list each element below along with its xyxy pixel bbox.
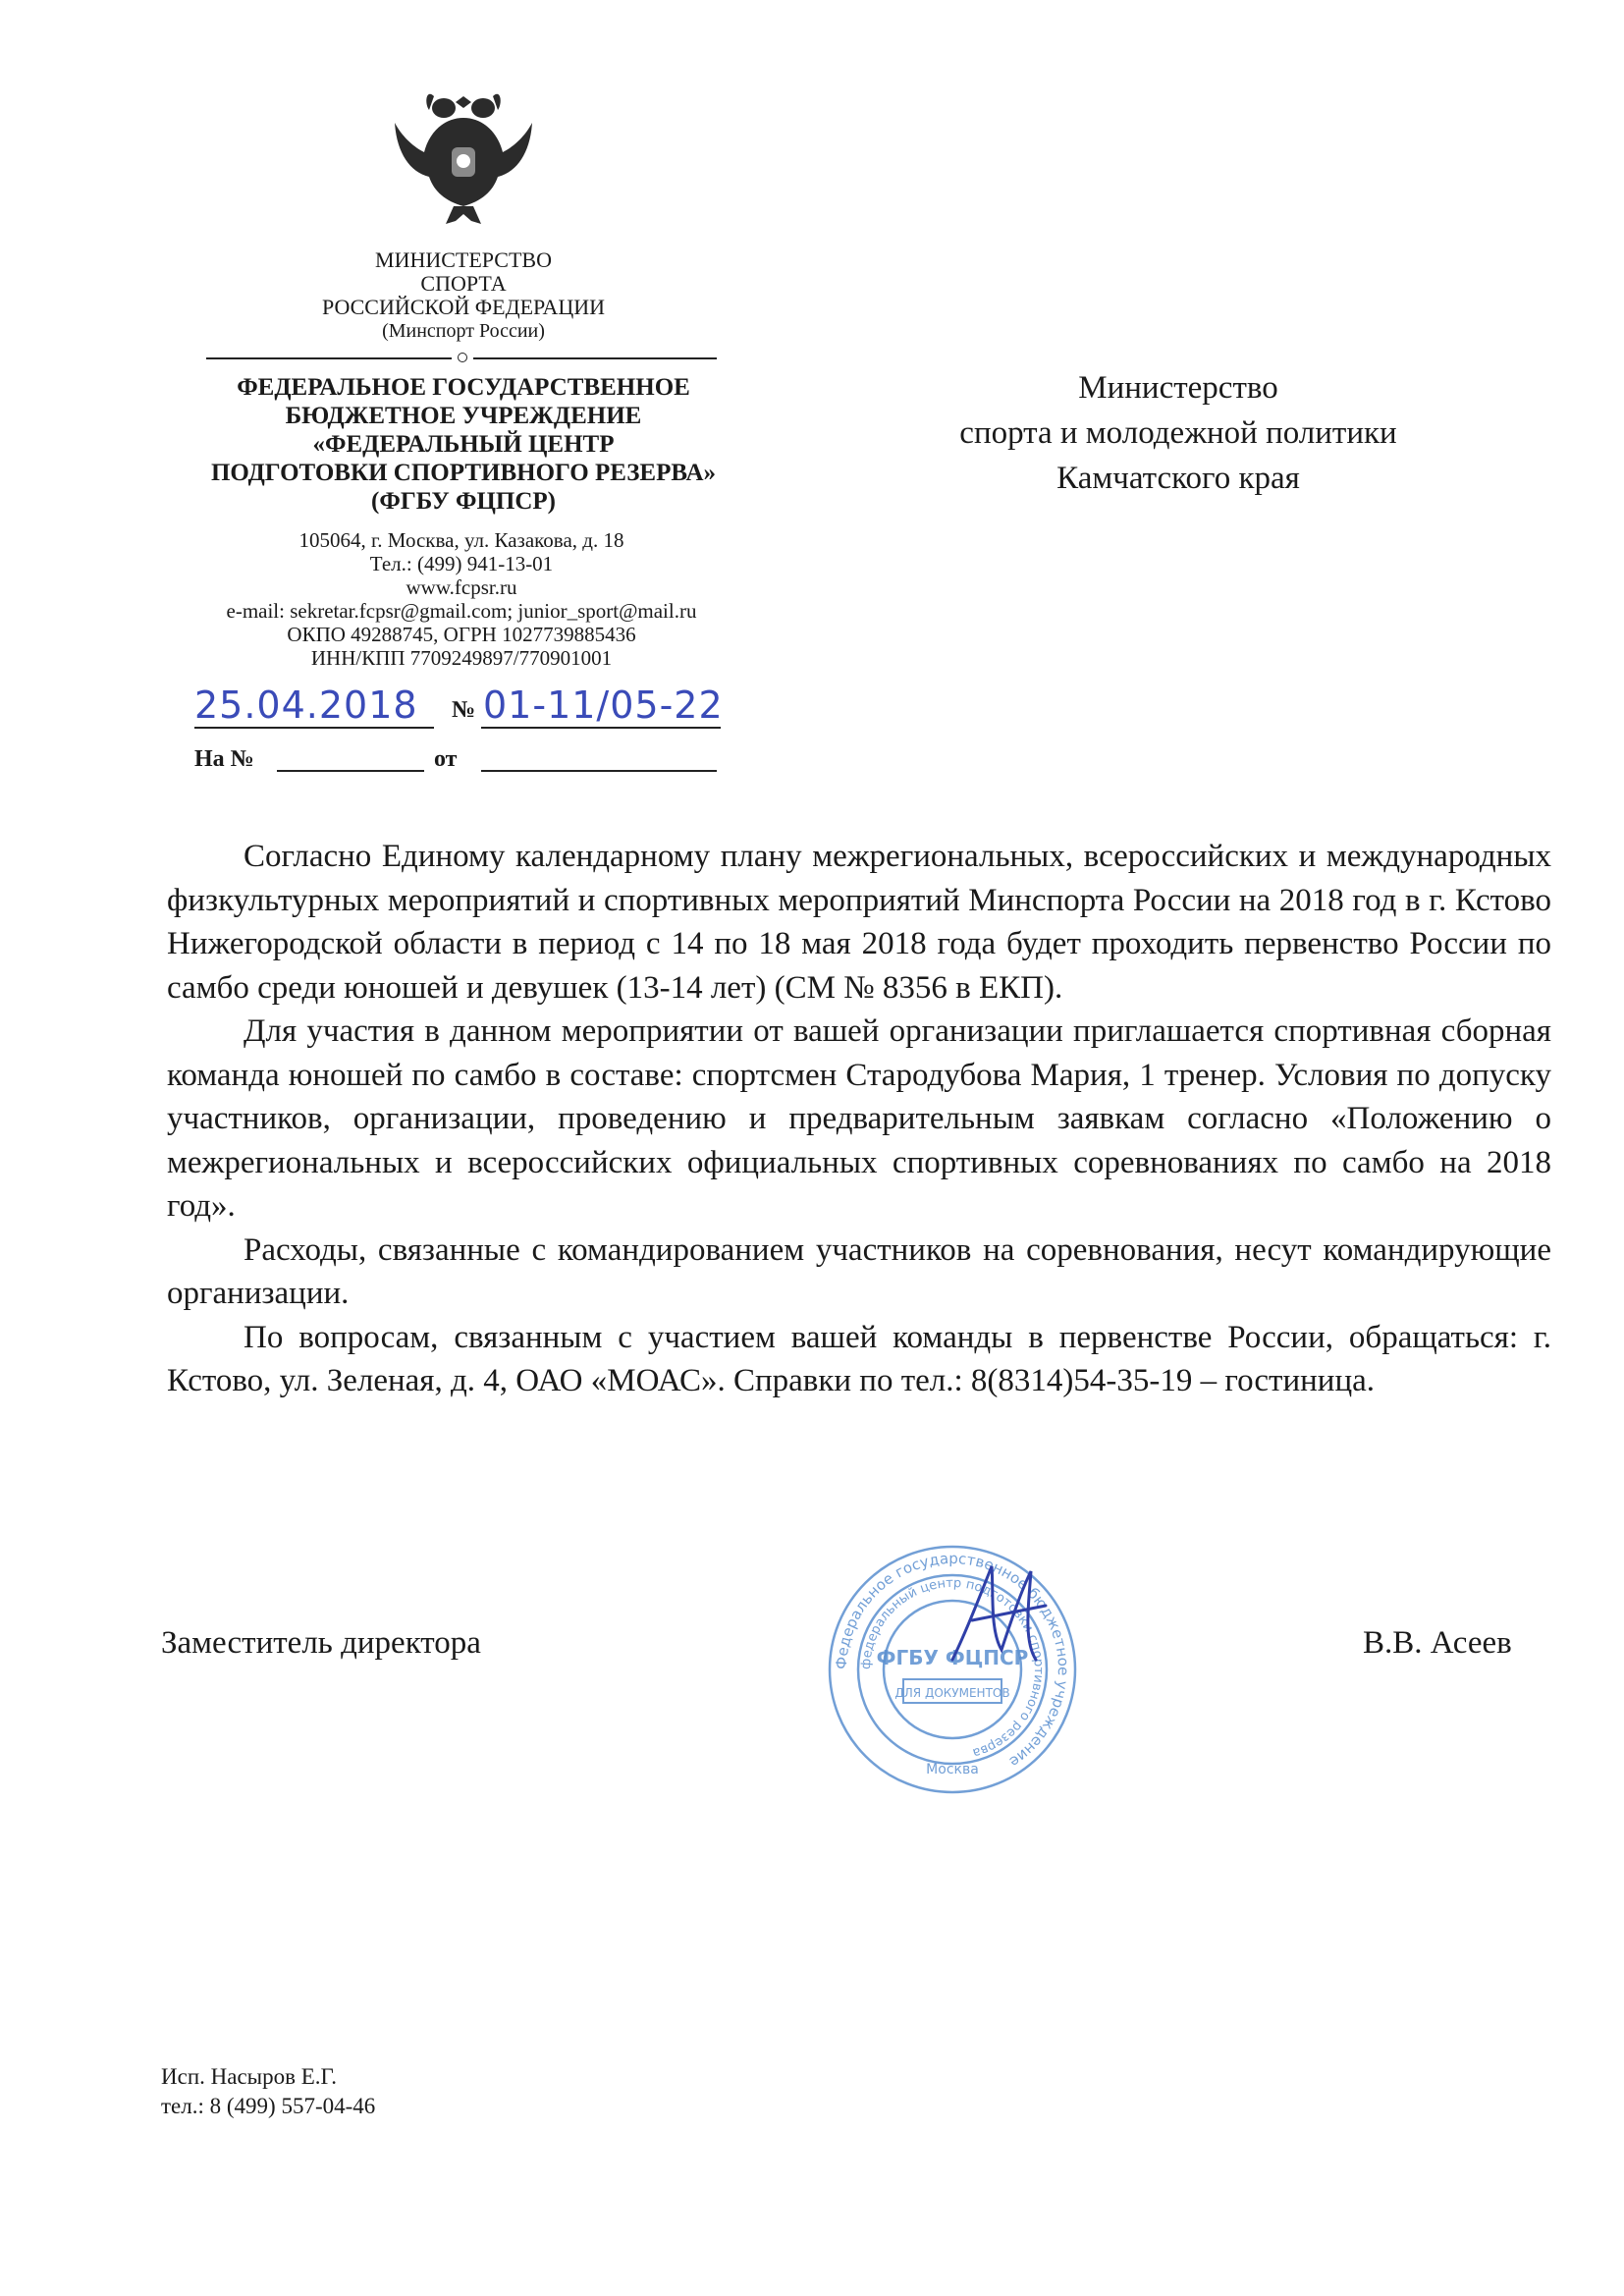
signatory-name: В.В. Асеев bbox=[1363, 1625, 1512, 1661]
number-underline bbox=[481, 727, 721, 729]
reply-number-underline bbox=[277, 770, 424, 772]
stamp-center-subtitle: ДЛЯ ДОКУМЕНТОВ bbox=[894, 1686, 1010, 1700]
org-line: (ФГБУ ФЦПСР) bbox=[371, 488, 556, 515]
letterhead-divider-right bbox=[473, 357, 717, 359]
org-line: ФЕДЕРАЛЬНОЕ ГОСУДАРСТВЕННОЕ bbox=[237, 374, 690, 401]
executor-name: Исп. Насыров Е.Г. bbox=[161, 2064, 337, 2089]
date-underline bbox=[194, 727, 434, 729]
stamp-city: Москва bbox=[926, 1762, 979, 1777]
body-paragraph: Согласно Единому календарному плану межрегиональных, всероссийских и международных физкультурных мероприятий и спортивных мероприятий Минспорта России на 2018 год в г. Кстово Нижегородской области в период с 14 по 18 мая 2018 года будет проходить первенство России по самбо среди юношей и девушек (13-14 лет) (СМ № 8356 в ЕКП). bbox=[167, 839, 1551, 1006]
number-label: № bbox=[452, 697, 476, 723]
ministry-line: (Минспорт России) bbox=[382, 320, 545, 342]
stamp-outer-text: Федеральное государственное бюджетное учреждение bbox=[832, 1549, 1073, 1772]
reply-from-label: от bbox=[434, 746, 458, 772]
stamp-center-title: ФГБУ ФЦПСР bbox=[876, 1646, 1029, 1669]
outgoing-number: 01-11/05-22 bbox=[483, 683, 724, 727]
body-paragraph: Расходы, связанные с командированием участников на соревнования, несут командирующие организации. bbox=[167, 1231, 1551, 1311]
recipient-block bbox=[864, 365, 1492, 501]
address-block bbox=[177, 528, 746, 670]
ministry-line: РОССИЙСКОЙ ФЕДЕРАЦИИ bbox=[321, 295, 606, 319]
org-line: «ФЕДЕРАЛЬНЫЙ ЦЕНТР bbox=[312, 431, 615, 458]
body-paragraph: Для участия в данном мероприятии от вашей организации приглашается спортивная сборная команда юношей по самбо в составе: спортсмен Стародубова Мария, 1 тренер. Условия по допуску участников, организации, проведению и предварительным заявкам согласно «Положению о межрегиональных и всероссийских официальных спортивных соревнованиях по самбо на 2018 год». bbox=[167, 1013, 1551, 1224]
email-line: e-mail: sekretar.fcpsr@gmail.com; junior_sport@mail.ru bbox=[226, 599, 697, 623]
ministry-line: МИНИСТЕРСТВО bbox=[375, 247, 552, 272]
address-line: 105064, г. Москва, ул. Казакова, д. 18 bbox=[298, 528, 624, 552]
recipient-line: спорта и молодежной политики bbox=[959, 415, 1397, 451]
okpo-line: ОКПО 49288745, ОГРН 1027739885436 bbox=[287, 623, 636, 646]
reply-number-label: На № bbox=[194, 746, 254, 772]
executor-block bbox=[161, 2062, 375, 2121]
phone-line: Тел.: (499) 941-13-01 bbox=[369, 552, 554, 575]
signatory-title: Заместитель директора bbox=[161, 1625, 481, 1661]
org-line: БЮДЖЕТНОЕ УЧРЕЖДЕНИЕ bbox=[285, 403, 642, 429]
stamp-inner-text: федеральный центр подготовки спортивного резерва bbox=[858, 1575, 1047, 1761]
inn-line: ИНН/КПП 7709249897/770901001 bbox=[310, 646, 613, 670]
outgoing-date: 25.04.2018 bbox=[194, 683, 418, 727]
org-line: ПОДГОТОВКИ СПОРТИВНОГО РЕЗЕРВА» bbox=[210, 460, 717, 486]
divider-circle-icon bbox=[458, 353, 467, 362]
letter-body bbox=[167, 835, 1551, 1403]
recipient-line: Камчатского края bbox=[1056, 461, 1300, 496]
handwritten-signature bbox=[933, 1552, 1060, 1689]
executor-phone: тел.: 8 (499) 557-04-46 bbox=[161, 2094, 376, 2118]
reply-from-underline bbox=[481, 770, 717, 772]
body-paragraph: По вопросам, связанным с участием вашей команды в первенстве России, обращаться: г. Кстово, ул. Зеленая, д. 4, ОАО «МОАС». Справки по тел.: 8(8314)54-35-19 – гостиница. bbox=[167, 1319, 1551, 1398]
coat-of-arms-icon bbox=[385, 79, 542, 226]
ministry-block bbox=[198, 248, 729, 343]
recipient-line: Министерство bbox=[1078, 370, 1278, 406]
website-line: www.fcpsr.ru bbox=[406, 575, 517, 599]
letterhead-divider-left bbox=[206, 357, 452, 359]
organization-name bbox=[198, 373, 729, 516]
ministry-line: СПОРТА bbox=[420, 271, 507, 296]
